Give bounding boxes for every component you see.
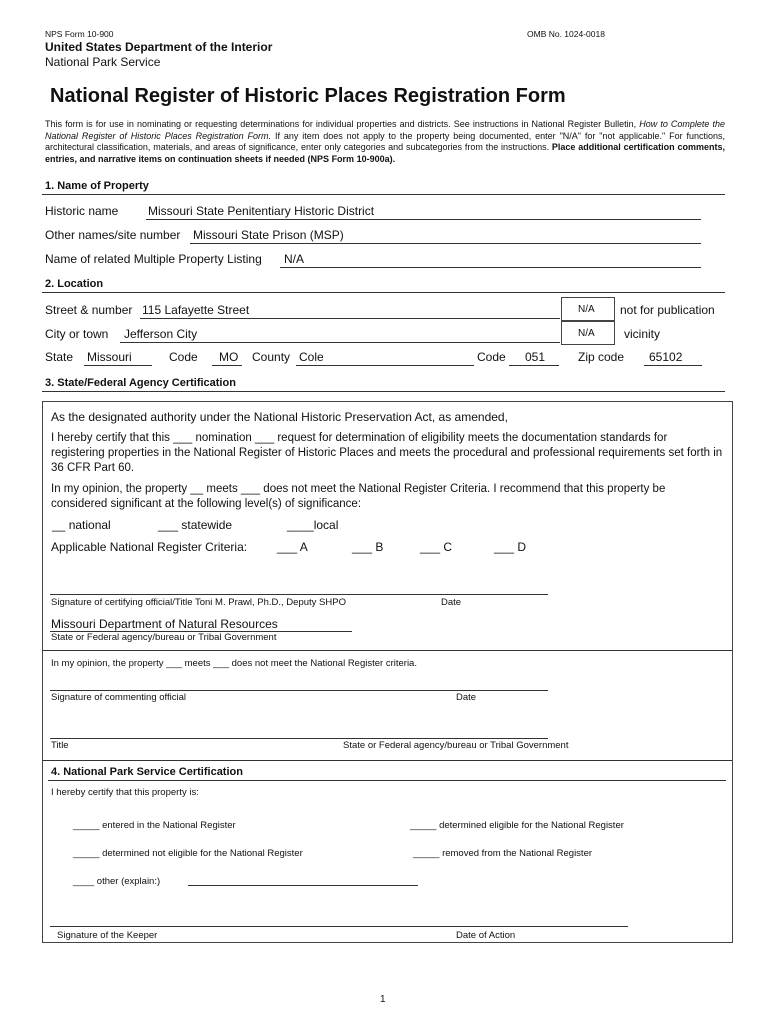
level-national-label: national [68,518,111,532]
determined-not-eligible-option[interactable]: _____ determined not eligible for the National Register [73,848,303,859]
criteria-label: Applicable National Register Criteria: [51,540,248,554]
criteria-b-label: B [375,540,384,554]
code-label: Code [169,350,198,364]
agency-label: State or Federal agency/bureau or Tribal Government [51,632,277,643]
code-underline [212,365,242,366]
zip-underline [644,365,702,366]
state-label: State [45,350,74,364]
not-for-publication-label: not for publication [620,303,715,317]
certify-blank-1[interactable]: ___ [173,432,193,444]
section2-heading: 2. Location [45,278,104,290]
county-underline [296,365,474,366]
opinion2-blank-1[interactable]: ___ [166,658,182,669]
page-title: National Register of Historic Places Registration Form [50,85,566,107]
street-na-value: N/A [578,304,595,315]
criteria-d-label: D [517,540,527,554]
certify-blank-2[interactable]: ___ [254,432,275,444]
criteria-d[interactable]: ___ D [494,540,527,554]
certify-text-a: I hereby certify that this [51,432,170,444]
section2-rule [42,292,725,293]
level-statewide-label: statewide [181,518,233,532]
department-name: United States Department of the Interior [45,40,273,54]
level-statewide[interactable]: ___ statewide [158,518,233,532]
section4-rule [48,780,726,781]
city-label: City or town [45,327,109,341]
page-number: 1 [380,994,386,1005]
certify-nomination: nomination [195,432,252,444]
section4-top-rule [42,760,732,761]
opinion-blank-1[interactable]: __ [190,483,204,495]
level-national[interactable]: __ national [52,518,111,532]
keeper-signature-label: Signature of the Keeper [57,930,158,941]
other-label: other (explain:) [96,876,161,887]
certify-paragraph [51,431,723,476]
county-field[interactable]: Cole [299,350,324,364]
level-local-label: local [313,518,339,532]
opinion2-line [51,658,417,669]
street-underline [140,318,560,319]
section1-rule [42,194,725,195]
opinion-paragraph [51,482,723,512]
criteria-c[interactable]: ___ C [420,540,453,554]
date-of-action-label: Date of Action [456,930,516,941]
determined-not-eligible-label: determined not eligible for the National Register [102,848,303,859]
mpl-label: Name of related Multiple Property Listing [45,252,262,266]
title-line[interactable] [50,738,548,739]
other-names-label: Other names/site number [45,228,181,242]
section3-heading: 3. State/Federal Agency Certification [45,377,236,389]
section3-rule [42,391,725,392]
form-number: NPS Form 10-900 [45,29,114,39]
mpl-underline [280,267,701,268]
criteria-b[interactable]: ___ B [352,540,384,554]
commenting-signature-label: Signature of commenting official [51,692,187,703]
other-names-field[interactable]: Missouri State Prison (MSP) [193,228,344,242]
commenting-signature-line[interactable] [50,690,548,691]
entered-option[interactable]: _____ entered in the National Register [73,820,236,831]
intro-text-1: This form is for use in nominating or requesting determinations for individual properties and districts. See instructions in National Register Bulletin, [45,119,640,129]
city-field[interactable]: Jefferson City [124,327,198,341]
opinion2-text-b: does not meet the National Register criteria. [231,658,417,669]
code-field[interactable]: MO [219,350,239,364]
county-label: County [252,350,291,364]
intro-text-2: If any item does not apply to the property being documented, enter "N/A" for "not applicable." For functions, architectural classification, materials, and areas of significance, enter only categories and subcategories from the instructions. [45,130,725,152]
authority-text: As the designated authority under the National Historic Preservation Act, as amended, [51,410,508,424]
determined-eligible-label: determined eligible for the National Register [439,820,624,831]
opinion-meets: meets [206,483,238,495]
title-label: Title [51,740,69,751]
state-underline [84,365,152,366]
opinion-text-a: In my opinion, the property [51,483,188,495]
certify-text-b: request for determination of eligibility meets the documentation standards for registering properties in the National Register of Historic Places and meets the procedural and professional requirements set forth in 36 CFR Part 60. [51,432,723,474]
code2-underline [509,365,559,366]
determined-eligible-option[interactable]: _____ determined eligible for the National Register [410,820,624,831]
mpl-field[interactable]: N/A [284,252,305,266]
street-field[interactable]: 115 Lafayette Street [142,303,250,317]
other-names-underline [190,243,701,244]
opinion-text-b: does not meet the National Register Criteria. I recommend that this property be considered significant at the following level(s) of significance: [51,483,666,510]
historic-name-field[interactable]: Missouri State Penitentiary Historic District [148,204,375,218]
criteria-c-label: C [443,540,453,554]
code2-field[interactable]: 051 [525,350,546,364]
street-label: Street & number [45,303,133,317]
other-explain-line[interactable] [188,885,418,886]
agency-field[interactable]: Missouri Department of Natural Resources [51,617,278,631]
city-underline [120,342,560,343]
section1-heading: 1. Name of Property [45,180,149,192]
historic-name-label: Historic name [45,204,119,218]
opinion2-blank-2[interactable]: ___ [213,658,229,669]
section4-heading: 4. National Park Service Certification [51,766,243,778]
service-name: National Park Service [45,55,161,69]
criteria-a-label: A [299,540,308,554]
historic-name-underline [146,219,701,220]
certifying-signature-label: Signature of certifying official/Title Toni M. Prawl, Ph.D., Deputy SHPO [51,597,346,608]
agency2-label: State or Federal agency/bureau or Tribal Government [343,740,569,751]
keeper-signature-line[interactable] [50,926,628,927]
certification-divider [42,650,732,651]
entered-label: entered in the National Register [102,820,236,831]
level-local[interactable]: ____local [287,518,339,532]
opinion-blank-2[interactable]: ___ [240,483,261,495]
omb-number: OMB No. 1024-0018 [527,29,605,39]
certifying-date-label: Date [441,597,462,608]
commenting-date-label: Date [456,692,477,703]
zip-field[interactable]: 65102 [649,350,683,364]
other-option[interactable]: ____ other (explain:) [73,876,161,887]
intro-paragraph [45,119,725,165]
state-field[interactable]: Missouri [87,350,132,364]
section4-certify: I hereby certify that this property is: [51,787,199,798]
intro-bold: Place additional certification comments, entries, and narrative items on continuation sheets if needed (NPS Form 10-900a). [45,142,726,164]
removed-option[interactable]: _____ removed from the National Register [413,848,593,859]
removed-label: removed from the National Register [442,848,593,859]
criteria-a[interactable]: ___ A [277,540,308,554]
code2-label: Code [477,350,506,364]
opinion2-text-a: In my opinion, the property [51,658,164,669]
vicinity-label: vicinity [624,327,661,341]
opinion2-meets: meets [184,658,211,669]
intro-italic: How to Complete the National Register of Historic Places Registration Form. [45,119,726,141]
certifying-signature-line[interactable] [50,594,548,595]
zip-label: Zip code [578,350,625,364]
city-na-value: N/A [578,328,595,339]
